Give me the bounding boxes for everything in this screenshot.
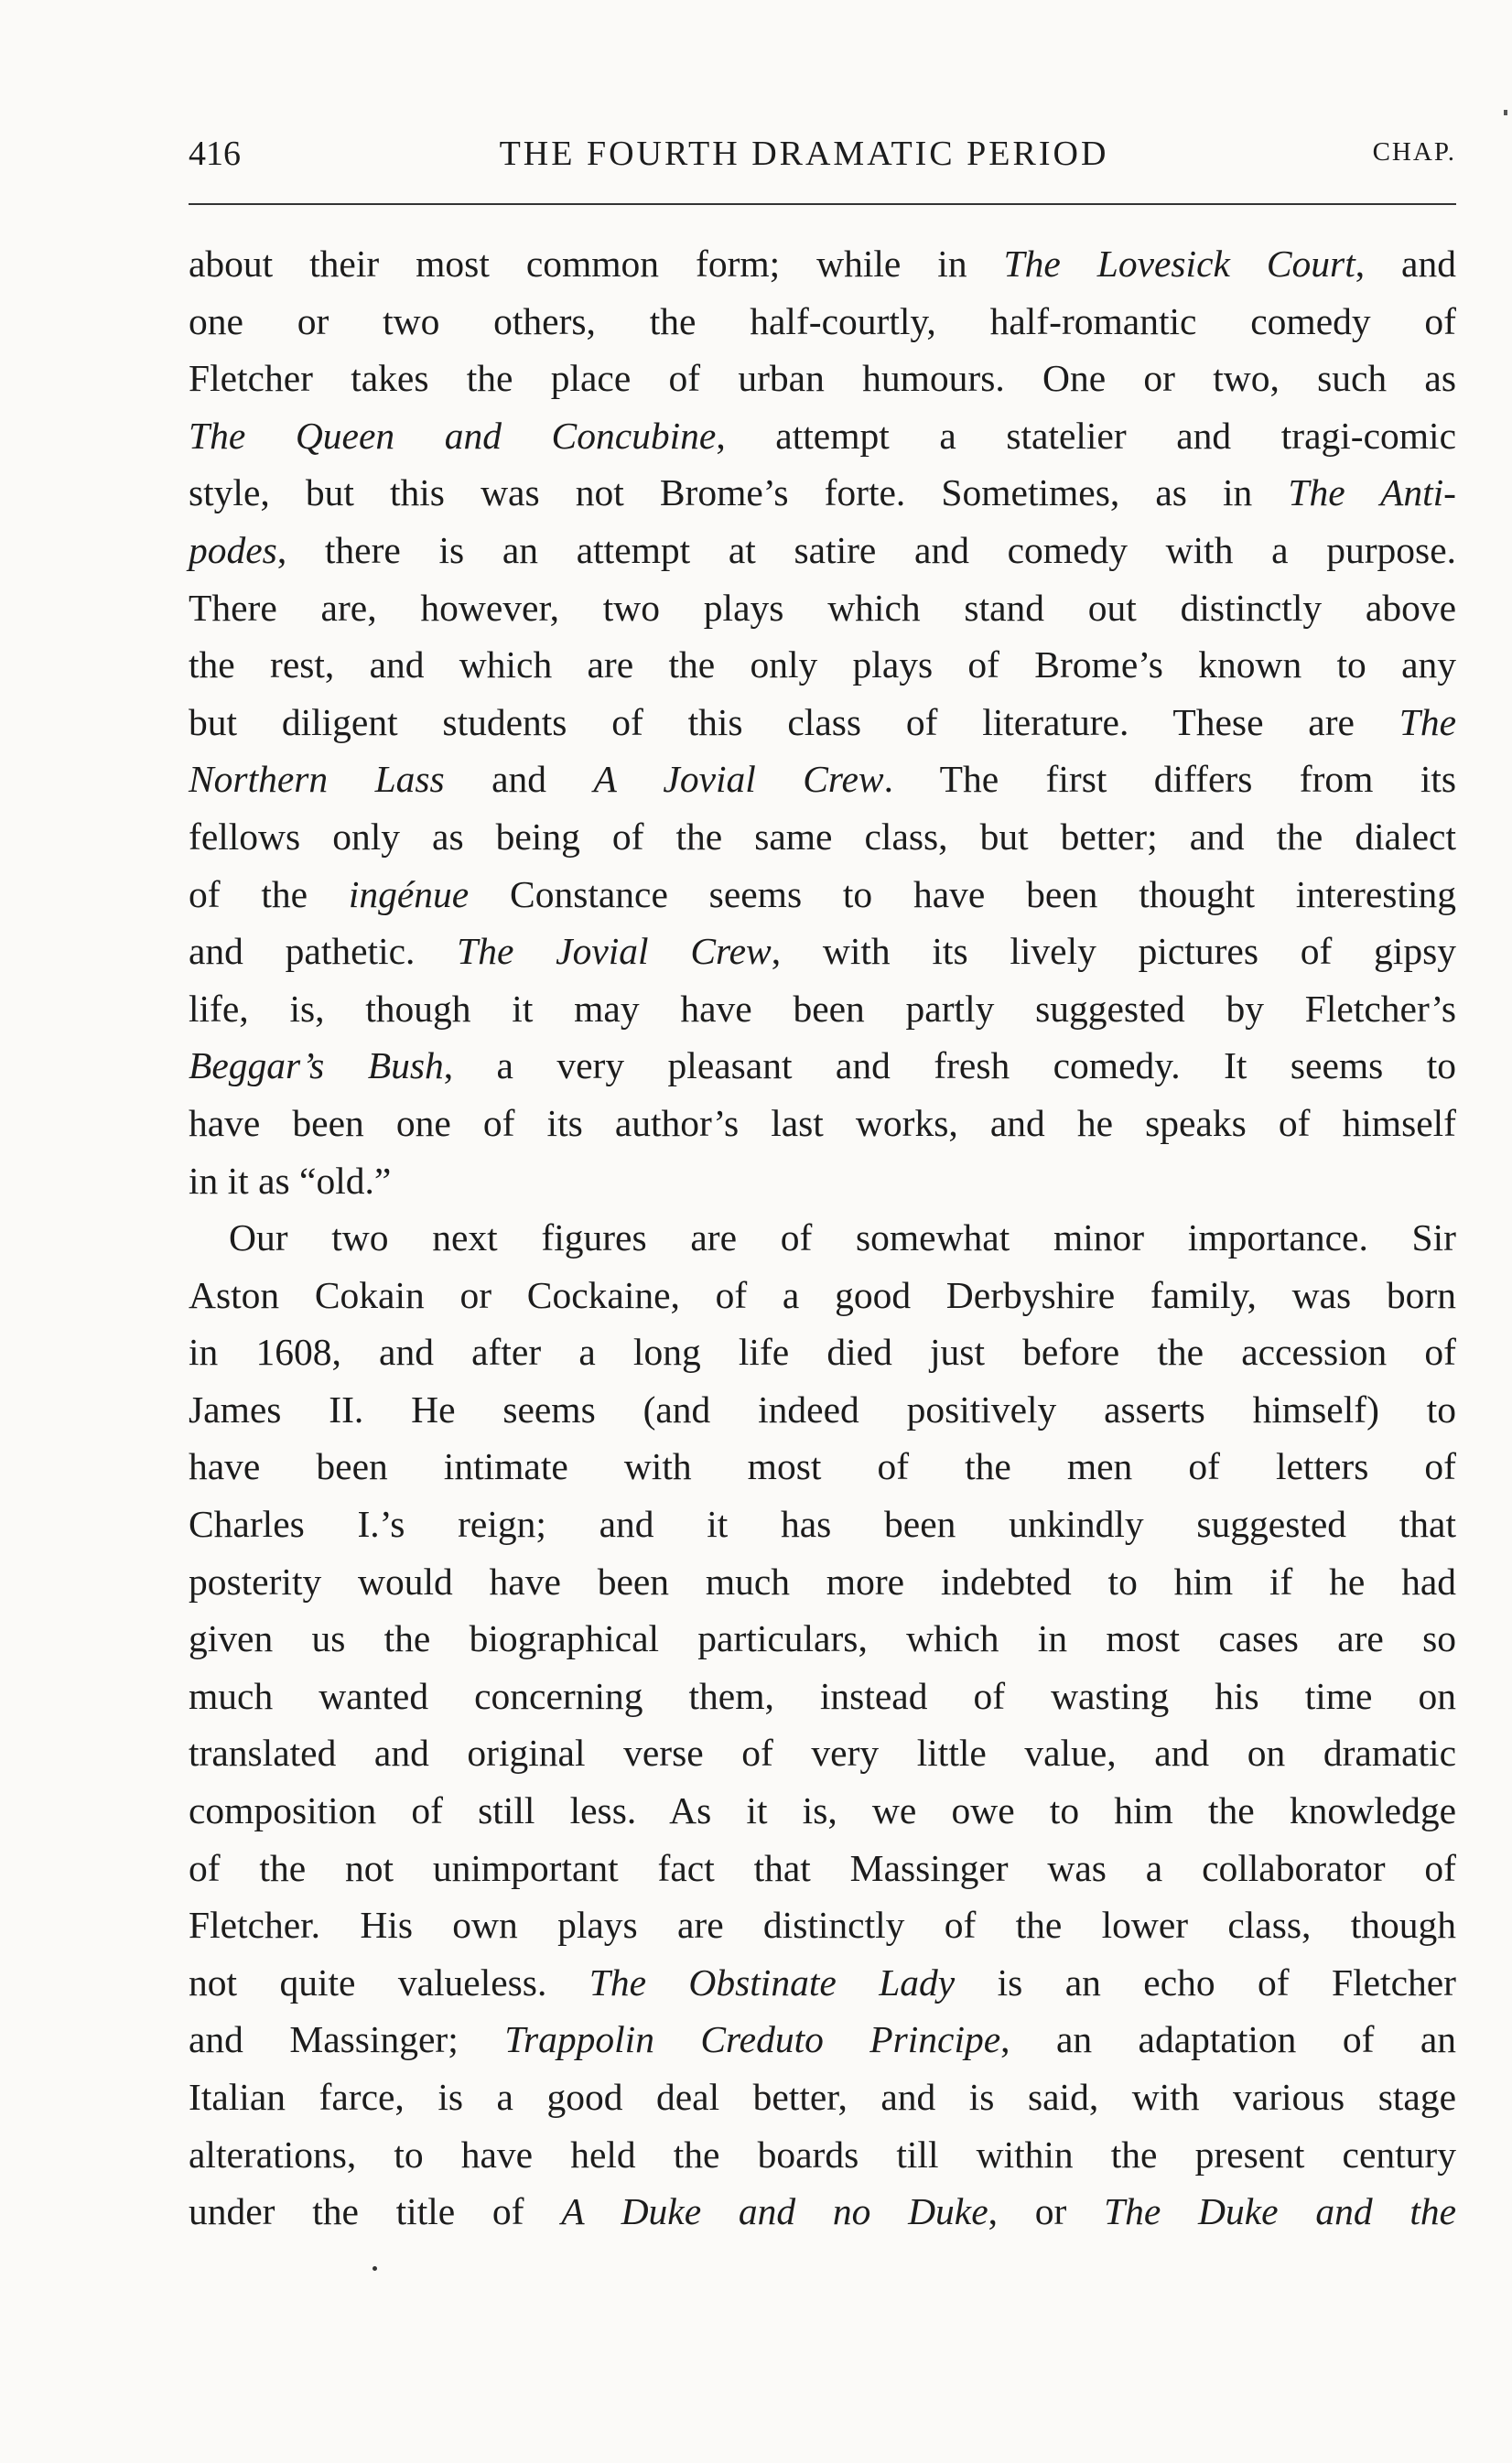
text-run: Charles I.’s reign; and it has been unkindly suggested that	[189, 1503, 1456, 1546]
text-line	[189, 1323, 1456, 1381]
text-line	[189, 1381, 1456, 1439]
text-run: translated and original verse of very little value, and on dramatic	[189, 1732, 1456, 1775]
text-run: alterations, to have held the boards till within the present century	[189, 2133, 1456, 2176]
text-run: . The first differs from its	[883, 758, 1457, 801]
text-run: have been intimate with most of the men of letters of	[189, 1445, 1456, 1488]
text-run: of the not unimportant fact that Massinger was a collaborator of	[189, 1846, 1456, 1889]
italic-title: Beggar’s Bush	[189, 1044, 444, 1087]
text-run: , or	[988, 2190, 1105, 2233]
text-line	[189, 1209, 1456, 1267]
text-run: about their most common form; while in	[189, 243, 1004, 285]
italic-title: ingénue	[348, 872, 470, 915]
page-number: 416	[189, 135, 241, 173]
text-run: the rest, and which are the only plays of Brome’s known to any	[189, 643, 1456, 686]
text-line	[189, 1840, 1456, 1897]
text-line	[189, 579, 1456, 637]
text-run: , a very pleasant and fresh comedy. It seems to	[443, 1044, 1456, 1087]
text-run: given us the biographical particulars, which in most cases are so	[189, 1617, 1456, 1660]
text-run: much wanted concerning them, instead of wasting his time on	[189, 1674, 1456, 1717]
text-run: style, but this was not Brome’s forte. Sometimes, as in	[189, 471, 1289, 514]
text-line	[189, 1553, 1456, 1611]
text-run: Constance seems to have been thought interesting	[469, 872, 1456, 915]
text-line	[189, 1152, 1456, 1210]
scan-mark	[1504, 110, 1507, 115]
text-line	[189, 1954, 1456, 2012]
text-run: Our two next figures are of somewhat minor importance. Sir	[229, 1216, 1456, 1259]
text-run: life, is, though it may have been partly suggested by Fletcher’s	[189, 987, 1456, 1030]
text-line	[189, 751, 1456, 808]
text-run: in it as “old.”	[189, 1159, 392, 1202]
text-run: , and	[1355, 243, 1456, 285]
text-line	[189, 1896, 1456, 1954]
chapter-label: CHAP.	[1372, 137, 1456, 167]
text-run: There are, however, two plays which stand out distinctly above	[189, 586, 1456, 629]
text-line	[189, 1668, 1456, 1725]
text-line	[189, 1610, 1456, 1668]
text-run: James II. He seems (and indeed positively asserts himself) to	[189, 1388, 1456, 1431]
text-line	[189, 464, 1456, 522]
text-run: and	[444, 758, 594, 801]
text-line	[189, 923, 1456, 980]
text-run: and Massinger;	[189, 2018, 505, 2061]
paragraph	[189, 1209, 1456, 2241]
running-header	[189, 134, 1456, 179]
text-run: is an echo of Fletcher	[955, 1961, 1456, 2004]
italic-title: Trappolin Creduto Principe	[504, 2018, 1001, 2061]
page-body	[189, 235, 1456, 2241]
scan-dot	[373, 2266, 377, 2271]
text-line	[189, 1782, 1456, 1840]
text-line	[189, 1095, 1456, 1152]
text-line	[189, 522, 1456, 579]
text-run: but diligent students of this class of literature. These are	[189, 700, 1399, 743]
text-run: Fletcher. His own plays are distinctly of the lower class, though	[189, 1904, 1456, 1947]
italic-title: The Duke and the	[1104, 2190, 1457, 2233]
text-line	[189, 980, 1456, 1038]
text-line	[189, 350, 1456, 407]
italic-title: podes	[189, 528, 277, 571]
text-line	[189, 407, 1456, 465]
italic-title: The Obstinate Lady	[589, 1961, 956, 2004]
text-run: of the	[189, 872, 349, 915]
text-line	[189, 2126, 1456, 2184]
text-run: , an adaptation of an	[1000, 2018, 1456, 2061]
italic-title: Northern Lass	[189, 758, 445, 801]
text-line	[189, 1438, 1456, 1496]
text-run: one or two others, the half-courtly, half-romantic comedy of	[189, 299, 1456, 342]
running-title: THE FOURTH DRAMATIC PERIOD	[499, 135, 1109, 173]
text-run: , with its lively pictures of gipsy	[771, 930, 1456, 973]
text-run: Aston Cokain or Cockaine, of a good Derbyshire family, was born	[189, 1273, 1456, 1316]
text-run: fellows only as being of the same class, but better; and the dialect	[189, 815, 1456, 858]
text-run: under the title of	[189, 2190, 562, 2233]
text-line	[189, 1267, 1456, 1324]
text-line	[189, 1724, 1456, 1782]
italic-title: The Lovesick Court	[1003, 243, 1355, 285]
text-run: have been one of its author’s last works, and he speaks of himself	[189, 1101, 1456, 1144]
text-run: not quite valueless.	[189, 1961, 589, 2004]
text-run: in 1608, and after a long life died just before the accession of	[189, 1331, 1456, 1374]
text-line	[189, 235, 1456, 293]
italic-title: The Anti-	[1288, 471, 1456, 514]
text-line	[189, 1496, 1456, 1553]
text-line	[189, 866, 1456, 924]
text-run: Fletcher takes the place of urban humours. One or two, such as	[189, 357, 1456, 400]
italic-title: A Duke and no Duke	[561, 2190, 988, 2233]
text-run: , there is an attempt at satire and comedy with a purpose.	[276, 528, 1456, 571]
text-line	[189, 636, 1456, 694]
text-line	[189, 2069, 1456, 2126]
paragraph	[189, 235, 1456, 1209]
text-line	[189, 1037, 1456, 1095]
text-line	[189, 2011, 1456, 2069]
italic-title: A Jovial Crew	[593, 758, 884, 801]
text-run: posterity would have been much more indebted to him if he had	[189, 1560, 1456, 1603]
text-line	[189, 694, 1456, 751]
text-run: composition of still less. As it is, we owe to him the knowledge	[189, 1789, 1456, 1832]
text-run: Italian farce, is a good deal better, and is said, with various stage	[189, 2076, 1456, 2118]
text-run: , attempt a statelier and tragi-comic	[716, 414, 1457, 457]
italic-title: The Queen and Concubine	[189, 414, 717, 457]
italic-title: The	[1399, 700, 1456, 743]
italic-title: The Jovial Crew	[457, 930, 772, 973]
text-line	[189, 808, 1456, 866]
text-line	[189, 293, 1456, 351]
text-run: and pathetic.	[189, 930, 458, 973]
header-rule	[189, 203, 1456, 205]
text-line	[189, 2183, 1456, 2241]
